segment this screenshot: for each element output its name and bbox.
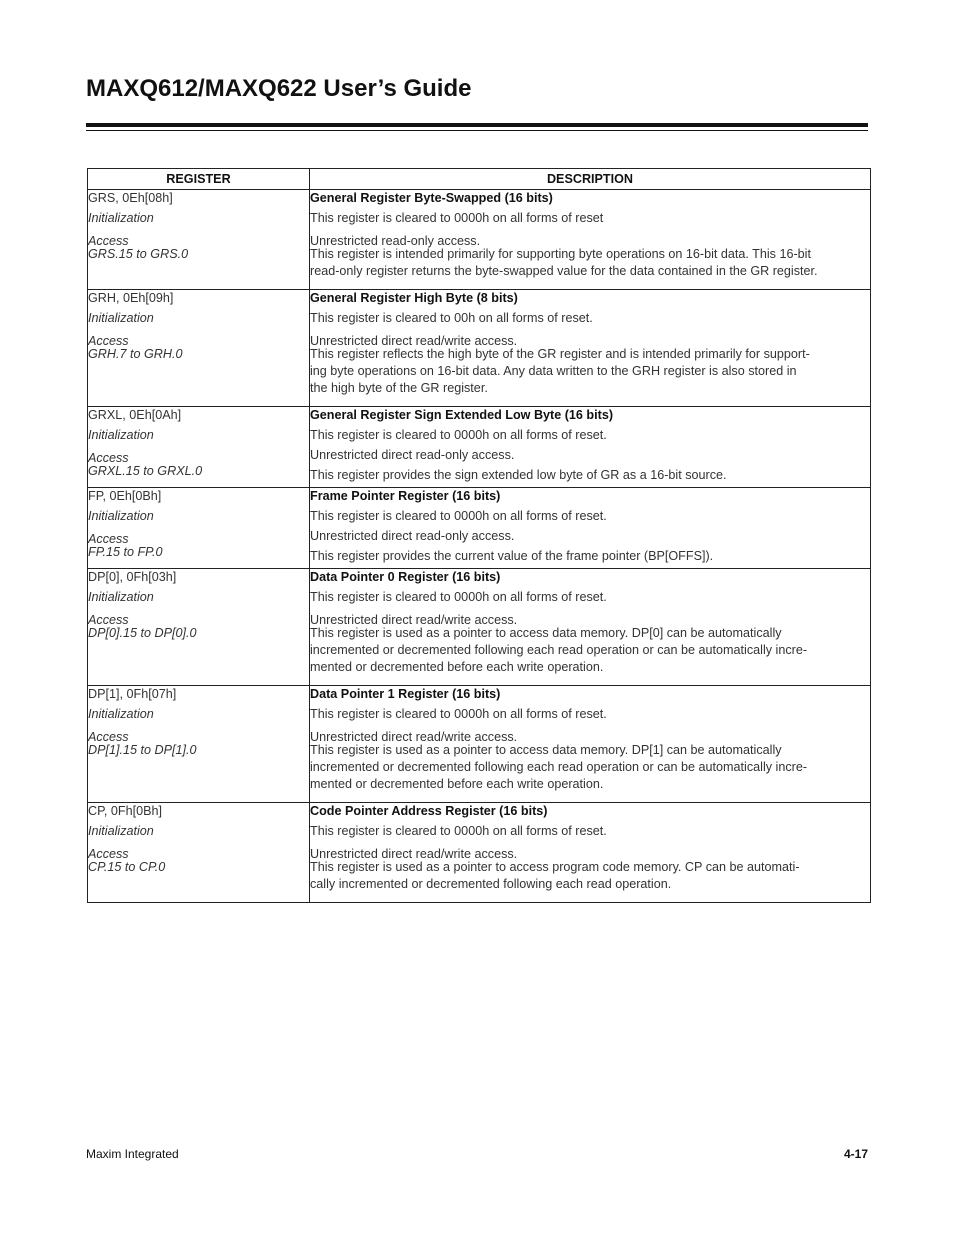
register-title: Frame Pointer Register (16 bits) (310, 489, 501, 503)
initialization-text: This register is cleared to 0000h on all forms of reset. (310, 509, 607, 523)
title-rule-thick (86, 123, 868, 127)
register-name: GRH, 0Eh[09h] (88, 291, 174, 305)
initialization-text: This register is cleared to 00h on all forms of reset. (310, 311, 593, 325)
row-spacer (310, 793, 870, 802)
title-rule-thin (86, 130, 868, 131)
description-column-header: DESCRIPTION (310, 169, 871, 190)
access-text: Unrestricted direct read-only access. (310, 529, 515, 543)
register-bits: GRH.7 to GRH.0 (88, 347, 183, 361)
register-cell (88, 407, 310, 488)
register-title: Code Pointer Address Register (16 bits) (310, 804, 548, 818)
description-line: read-only register returns the byte-swapped value for the data contained in the GR register. (310, 264, 818, 278)
description-line: mented or decremented before each write operation. (310, 660, 604, 674)
register-column-header: REGISTER (88, 169, 310, 190)
access-text: Unrestricted direct read-only access. (310, 448, 515, 462)
initialization-text: This register is cleared to 0000h on all forms of reset. (310, 428, 607, 442)
access-text: Unrestricted direct read/write access. (310, 334, 518, 348)
description-cell (310, 190, 871, 290)
table-row (88, 290, 871, 407)
access-label: Access (88, 234, 129, 248)
register-cell (88, 686, 310, 803)
initialization-text: This register is cleared to 0000h on all forms of reset. (310, 824, 607, 838)
table-row (88, 407, 871, 488)
description-cell (310, 488, 871, 569)
register-bits: GRS.15 to GRS.0 (88, 247, 189, 261)
description-line: This register provides the current value of the frame pointer (BP[OFFS]). (310, 549, 714, 563)
description-line: This register is used as a pointer to access data memory. DP[0] can be automatically (310, 626, 782, 640)
table-row (88, 488, 871, 569)
register-cell (88, 190, 310, 290)
table-row (88, 569, 871, 686)
register-cell (88, 569, 310, 686)
description-line: This register is used as a pointer to access program code memory. CP can be automati- (310, 860, 800, 874)
access-text: Unrestricted direct read/write access. (310, 730, 518, 744)
row-spacer (310, 676, 870, 685)
description-line: This register provides the sign extended low byte of GR as a 16-bit source. (310, 468, 727, 482)
footer-company: Maxim Integrated (86, 1147, 179, 1161)
access-text: Unrestricted read-only access. (310, 234, 481, 248)
access-text: Unrestricted direct read/write access. (310, 847, 518, 861)
access-label: Access (88, 613, 129, 627)
description-cell (310, 407, 871, 488)
register-name: DP[1], 0Fh[07h] (88, 687, 177, 701)
initialization-text: This register is cleared to 0000h on all forms of reset. (310, 707, 607, 721)
register-title: General Register High Byte (8 bits) (310, 291, 518, 305)
table-row (88, 686, 871, 803)
register-cell (88, 803, 310, 903)
initialization-label: Initialization (88, 428, 154, 442)
register-bits: FP.15 to FP.0 (88, 545, 163, 559)
access-text: Unrestricted direct read/write access. (310, 613, 518, 627)
access-label: Access (88, 847, 129, 861)
initialization-label: Initialization (88, 211, 154, 225)
row-spacer (310, 893, 870, 902)
initialization-label: Initialization (88, 590, 154, 604)
register-bits: GRXL.15 to GRXL.0 (88, 464, 203, 478)
access-label: Access (88, 730, 129, 744)
initialization-label: Initialization (88, 824, 154, 838)
row-spacer (310, 397, 870, 406)
register-name: GRXL, 0Eh[0Ah] (88, 408, 182, 422)
register-table-body (88, 190, 871, 903)
description-line: This register reflects the high byte of the GR register and is intended primarily for support- (310, 347, 810, 361)
description-cell (310, 803, 871, 903)
initialization-label: Initialization (88, 509, 154, 523)
access-label: Access (88, 334, 129, 348)
description-line: the high byte of the GR register. (310, 381, 488, 395)
register-title: General Register Sign Extended Low Byte (16 bits) (310, 408, 614, 422)
register-title: Data Pointer 0 Register (16 bits) (310, 570, 501, 584)
register-name: CP, 0Fh[0Bh] (88, 804, 162, 818)
description-cell (310, 290, 871, 407)
description-line: This register is intended primarily for supporting byte operations on 16-bit data. This 16-bit (310, 247, 811, 261)
register-bits: DP[1].15 to DP[1].0 (88, 743, 197, 757)
register-table (87, 168, 871, 903)
register-name: GRS, 0Eh[08h] (88, 191, 173, 205)
register-name: FP, 0Eh[0Bh] (88, 489, 162, 503)
description-line: mented or decremented before each write operation. (310, 777, 604, 791)
initialization-label: Initialization (88, 707, 154, 721)
footer-page-number: 4-17 (843, 1147, 868, 1161)
description-cell (310, 686, 871, 803)
description-line: This register is used as a pointer to access data memory. DP[1] can be automatically (310, 743, 782, 757)
description-line: incremented or decremented following each read operation or can be automatically incre- (310, 643, 808, 657)
register-title: General Register Byte-Swapped (16 bits) (310, 191, 553, 205)
initialization-text: This register is cleared to 0000h on all forms of reset (310, 211, 604, 225)
access-label: Access (88, 532, 129, 546)
description-line: incremented or decremented following each read operation or can be automatically incre- (310, 760, 808, 774)
register-cell (88, 290, 310, 407)
description-line: ing byte operations on 16-bit data. Any data written to the GRH register is also stored in (310, 364, 797, 378)
page-title: MAXQ612/MAXQ622 User’s Guide (86, 75, 472, 102)
initialization-text: This register is cleared to 0000h on all forms of reset. (310, 590, 607, 604)
table-row (88, 803, 871, 903)
initialization-label: Initialization (88, 311, 154, 325)
table-header-row (88, 169, 871, 190)
register-bits: DP[0].15 to DP[0].0 (88, 626, 197, 640)
table-row (88, 190, 871, 290)
description-line: cally incremented or decremented following each read operation. (310, 877, 672, 891)
register-name: DP[0], 0Fh[03h] (88, 570, 177, 584)
register-title: Data Pointer 1 Register (16 bits) (310, 687, 501, 701)
row-spacer (310, 280, 870, 289)
register-cell (88, 488, 310, 569)
description-cell (310, 569, 871, 686)
register-bits: CP.15 to CP.0 (88, 860, 166, 874)
access-label: Access (88, 451, 129, 465)
